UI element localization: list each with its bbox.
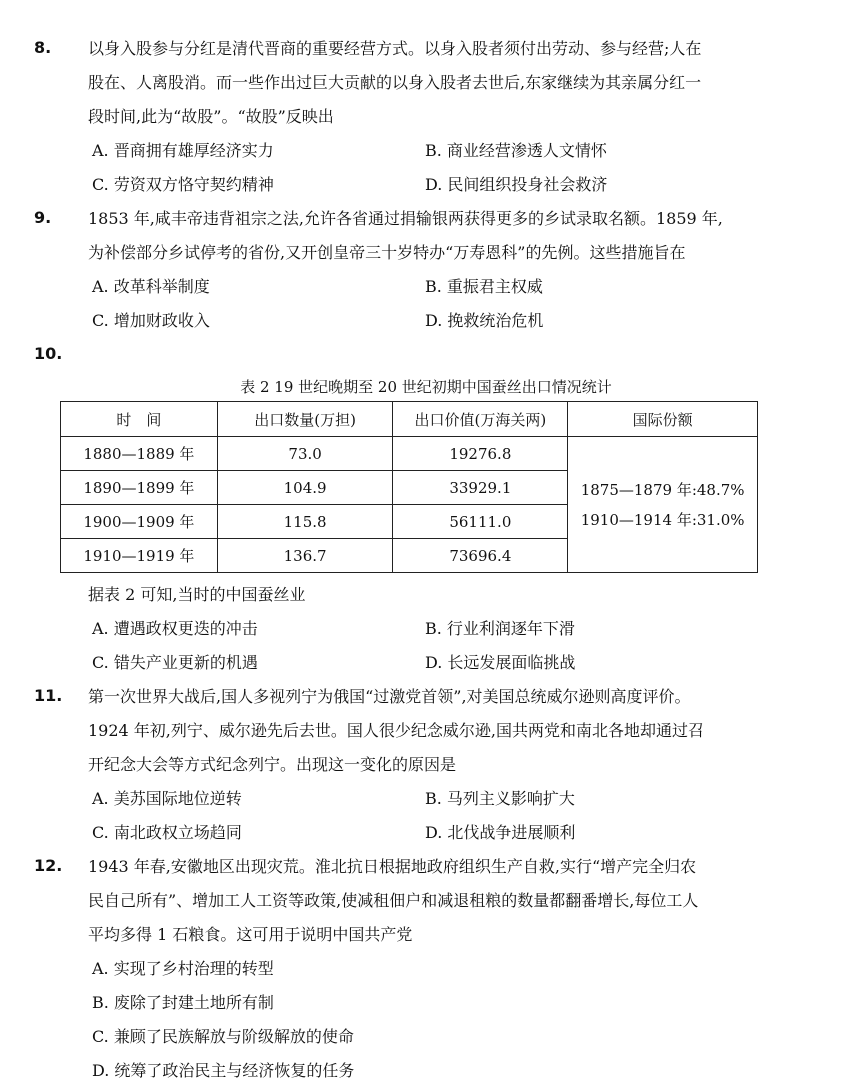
table-cell: 1890—1899 年 xyxy=(61,471,218,505)
question-stem-line: 1924 年初,列宁、威尔逊先后去世。国人很少纪念威尔逊,国共两党和南北各地却通过召 xyxy=(88,721,704,740)
table-cell: 1900—1909 年 xyxy=(61,505,218,539)
option-a: A. 实现了乡村治理的转型 xyxy=(92,959,274,978)
question-number: 11. xyxy=(34,686,63,705)
question-stem-line: 为补偿部分乡试停考的省份,又开创皇帝三十岁特办“万寿恩科”的先例。这些措施旨在 xyxy=(88,243,686,262)
option-a: A. 遭遇政权更迭的冲击 xyxy=(92,619,258,638)
question-stem-line: 开纪念大会等方式纪念列宁。出现这一变化的原因是 xyxy=(88,755,457,774)
option-d: D. 长远发展面临挑战 xyxy=(425,653,576,672)
question-number: 8. xyxy=(34,38,52,57)
table-header-row xyxy=(61,402,758,437)
option-d: D. 北伐战争进展顺利 xyxy=(425,823,576,842)
option-d: D. 挽救统治危机 xyxy=(425,311,544,330)
table-cell: 56111.0 xyxy=(393,505,568,539)
table-caption: 表 2 19 世纪晚期至 20 世纪初期中国蚕丝出口情况统计 xyxy=(240,378,612,396)
option-b: B. 重振君主权威 xyxy=(425,277,543,296)
table-cell: 19276.8 xyxy=(393,437,568,471)
option-d: D. 民间组织投身社会救济 xyxy=(425,175,608,194)
option-c: C. 兼顾了民族解放与阶级解放的使命 xyxy=(92,1027,354,1046)
question-stem-line: 以身入股参与分红是清代晋商的重要经营方式。以身入股者须付出劳动、参与经营;人在 xyxy=(88,39,702,58)
option-c: C. 增加财政收入 xyxy=(92,311,210,330)
option-b: B. 马列主义影响扩大 xyxy=(425,789,575,808)
question-stem-line: 1853 年,咸丰帝违背祖宗之法,允许各省通过捐输银两获得更多的乡试录取名额。1859 年, xyxy=(88,209,723,228)
option-c: C. 错失产业更新的机遇 xyxy=(92,653,258,672)
question-number: 9. xyxy=(34,208,52,227)
option-b: B. 行业利润逐年下滑 xyxy=(425,619,575,638)
table-row xyxy=(61,437,758,471)
table-cell: 115.8 xyxy=(217,505,393,539)
table-cell: 73696.4 xyxy=(393,539,568,573)
question-stem-line: 股在、人离股消。而一些作出过巨大贡献的以身入股者去世后,东家继续为其亲属分红一 xyxy=(88,73,702,92)
question-stem-line: 段时间,此为“故股”。“故股”反映出 xyxy=(88,107,334,126)
column-header: 时 间 xyxy=(61,402,218,437)
question-number: 12. xyxy=(34,856,63,875)
option-b: B. 商业经营渗透人文情怀 xyxy=(425,141,607,160)
silk-export-table xyxy=(60,401,758,573)
share-line: 1910—1914 年:31.0% xyxy=(580,510,745,529)
table-cell: 73.0 xyxy=(217,437,393,471)
table-cell: 1910—1919 年 xyxy=(61,539,218,573)
column-header: 出口数量(万担) xyxy=(217,402,393,437)
column-header: 出口价值(万海关两) xyxy=(393,402,568,437)
table-cell: 1880—1889 年 xyxy=(61,437,218,471)
option-b: B. 废除了封建土地所有制 xyxy=(92,993,274,1012)
option-a: A. 美苏国际地位逆转 xyxy=(92,789,242,808)
question-stem-line: 第一次世界大战后,国人多视列宁为俄国“过激党首领”,对美国总统威尔逊则高度评价。 xyxy=(88,687,691,706)
column-header: 国际份额 xyxy=(568,402,758,437)
table-cell: 136.7 xyxy=(217,539,393,573)
question-stem-line: 1943 年春,安徽地区出现灾荒。淮北抗日根据地政府组织生产自救,实行“增产完全归农 xyxy=(88,857,697,876)
share-line: 1875—1879 年:48.7% xyxy=(580,480,745,499)
option-d: D. 统筹了政治民主与经济恢复的任务 xyxy=(92,1061,355,1080)
question-stem-line: 民自己所有”、增加工人工资等政策,使减租佃户和减退租粮的数量都翻番增长,每位工人 xyxy=(88,891,699,910)
international-share-cell xyxy=(568,437,758,573)
option-a: A. 改革科举制度 xyxy=(92,277,210,296)
question-number: 10. xyxy=(34,344,63,363)
option-c: C. 南北政权立场趋同 xyxy=(92,823,242,842)
table-cell: 33929.1 xyxy=(393,471,568,505)
table-cell: 104.9 xyxy=(217,471,393,505)
question-stem-line: 平均多得 1 石粮食。这可用于说明中国共产党 xyxy=(88,925,413,944)
option-c: C. 劳资双方恪守契约精神 xyxy=(92,175,274,194)
question-stem-line: 据表 2 可知,当时的中国蚕丝业 xyxy=(88,585,306,604)
option-a: A. 晋商拥有雄厚经济实力 xyxy=(92,141,274,160)
